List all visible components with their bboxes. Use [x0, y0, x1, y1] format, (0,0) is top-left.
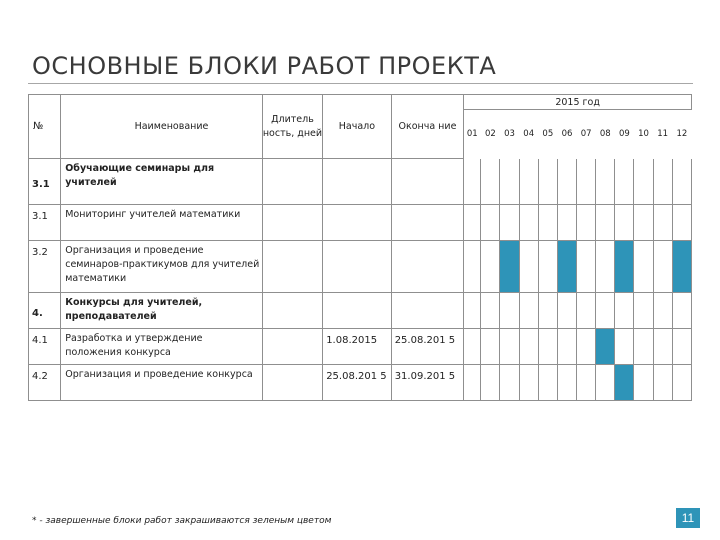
header-start: Начало [323, 95, 392, 159]
row-end [391, 293, 464, 329]
row-name: Организация и проведение семинаров-практикумов для учителей математики [61, 241, 263, 293]
gantt-cell-10 [634, 205, 653, 241]
header-duration: Длитель ность, дней [262, 95, 322, 159]
gantt-bar-08 [596, 329, 615, 365]
gantt-cell-10 [634, 293, 653, 329]
row-duration [262, 329, 322, 365]
gantt-cell-08 [596, 159, 615, 205]
gantt-cell-02 [481, 329, 500, 365]
row-name: Мониторинг учителей математики [61, 205, 263, 241]
header-name: Наименование [61, 95, 263, 159]
table-row [29, 329, 692, 365]
gantt-cell-01 [464, 329, 481, 365]
row-name: Конкурсы для учителей, преподавателей [61, 293, 263, 329]
gantt-cell-02 [481, 159, 500, 205]
header-year: 2015 год [464, 95, 692, 110]
gantt-cell-04 [519, 205, 538, 241]
gantt-cell-05 [538, 205, 557, 241]
row-duration [262, 365, 322, 401]
row-number: 4. [29, 293, 61, 329]
title-underline [28, 83, 693, 84]
gantt-cell-05 [538, 293, 557, 329]
project-plan-table [28, 94, 692, 401]
gantt-cell-05 [538, 365, 557, 401]
gantt-cell-02 [481, 293, 500, 329]
gantt-cell-09 [615, 329, 634, 365]
gantt-cell-07 [577, 241, 596, 293]
plan-body [29, 159, 692, 401]
row-start [323, 293, 392, 329]
month-header-05: 05 [542, 129, 554, 139]
month-header-10: 10 [638, 129, 649, 139]
gantt-cell-02 [481, 205, 500, 241]
row-duration [262, 293, 322, 329]
gantt-cell-10 [634, 365, 653, 401]
gantt-cell-05 [538, 241, 557, 293]
row-end: 25.08.201 5 [391, 329, 464, 365]
gantt-cell-10 [634, 159, 653, 205]
row-start [323, 241, 392, 293]
row-name: Разработка и утверждение положения конкурса [61, 329, 263, 365]
row-start [323, 159, 392, 205]
gantt-cell-11 [653, 205, 672, 241]
gantt-cell-01 [464, 159, 481, 205]
row-duration [262, 159, 322, 205]
gantt-cell-03 [500, 205, 519, 241]
month-header-03: 03 [504, 129, 515, 139]
table-row [29, 241, 692, 293]
gantt-bar-12 [672, 241, 691, 293]
row-end [391, 241, 464, 293]
gantt-cell-09 [615, 159, 634, 205]
page-number-badge: 11 [676, 508, 700, 528]
row-duration [262, 205, 322, 241]
gantt-cell-11 [653, 329, 672, 365]
gantt-cell-07 [577, 159, 596, 205]
gantt-cell-12 [672, 159, 691, 205]
row-number: 4.1 [29, 329, 61, 365]
row-end [391, 205, 464, 241]
gantt-cell-03 [500, 159, 519, 205]
month-header-08: 08 [599, 129, 611, 139]
row-duration [262, 241, 322, 293]
gantt-cell-02 [481, 365, 500, 401]
table-row [29, 159, 692, 205]
gantt-cell-12 [672, 205, 691, 241]
gantt-cell-01 [464, 205, 481, 241]
month-header-02: 02 [485, 129, 496, 139]
header-end: Оконча ние [391, 95, 464, 159]
gantt-cell-07 [577, 293, 596, 329]
gantt-cell-08 [596, 241, 615, 293]
gantt-bar-09 [615, 365, 634, 401]
gantt-cell-11 [653, 241, 672, 293]
gantt-cell-07 [577, 205, 596, 241]
gantt-cell-07 [577, 329, 596, 365]
gantt-cell-04 [519, 293, 538, 329]
gantt-cell-03 [500, 293, 519, 329]
gantt-cell-06 [557, 329, 576, 365]
row-end [391, 159, 464, 205]
month-header-07: 07 [580, 129, 592, 139]
gantt-bar-03 [500, 241, 519, 293]
month-header-09: 09 [618, 129, 630, 139]
gantt-cell-07 [577, 365, 596, 401]
gantt-cell-10 [634, 241, 653, 293]
gantt-cell-04 [519, 159, 538, 205]
gantt-cell-12 [672, 329, 691, 365]
month-header-01: 01 [466, 129, 478, 139]
table-row [29, 205, 692, 241]
gantt-cell-05 [538, 329, 557, 365]
row-number: 3.1 [29, 205, 61, 241]
gantt-cell-10 [634, 329, 653, 365]
gantt-cell-08 [596, 293, 615, 329]
row-name: Обучающие семинары для учителей [61, 159, 263, 205]
row-start [323, 205, 392, 241]
table-row [29, 293, 692, 329]
gantt-cell-09 [615, 205, 634, 241]
gantt-cell-01 [464, 293, 481, 329]
gantt-cell-09 [615, 293, 634, 329]
gantt-cell-06 [557, 293, 576, 329]
gantt-cell-08 [596, 205, 615, 241]
gantt-cell-12 [672, 293, 691, 329]
gantt-cell-03 [500, 365, 519, 401]
row-start: 1.08.2015 [323, 329, 392, 365]
gantt-cell-08 [596, 365, 615, 401]
month-header-06: 06 [561, 129, 573, 139]
header-number: № [29, 95, 61, 159]
row-number: 3.2 [29, 241, 61, 293]
gantt-cell-11 [653, 365, 672, 401]
gantt-bar-09 [615, 241, 634, 293]
row-end: 31.09.201 5 [391, 365, 464, 401]
gantt-cell-04 [519, 329, 538, 365]
gantt-cell-06 [557, 365, 576, 401]
gantt-cell-04 [519, 365, 538, 401]
row-start: 25.08.201 5 [323, 365, 392, 401]
gantt-cell-05 [538, 159, 557, 205]
gantt-cell-11 [653, 293, 672, 329]
gantt-cell-11 [653, 159, 672, 205]
slide-title: ОСНОВНЫЕ БЛОКИ РАБОТ ПРОЕКТА [32, 52, 497, 80]
month-header-12: 12 [676, 129, 688, 139]
footnote: * - завершенные блоки работ закрашиваются зеленым цветом [32, 516, 332, 526]
row-number: 4.2 [29, 365, 61, 401]
row-name: Организация и проведение конкурса [61, 365, 263, 401]
month-header-04: 04 [523, 129, 535, 139]
gantt-cell-12 [672, 365, 691, 401]
month-header-11: 11 [657, 129, 669, 139]
row-number: 3.1 [29, 159, 61, 205]
gantt-cell-06 [557, 159, 576, 205]
gantt-cell-04 [519, 241, 538, 293]
gantt-cell-03 [500, 329, 519, 365]
table-row [29, 365, 692, 401]
gantt-cell-01 [464, 241, 481, 293]
gantt-cell-02 [481, 241, 500, 293]
gantt-cell-01 [464, 365, 481, 401]
gantt-cell-06 [557, 205, 576, 241]
gantt-bar-06 [557, 241, 576, 293]
